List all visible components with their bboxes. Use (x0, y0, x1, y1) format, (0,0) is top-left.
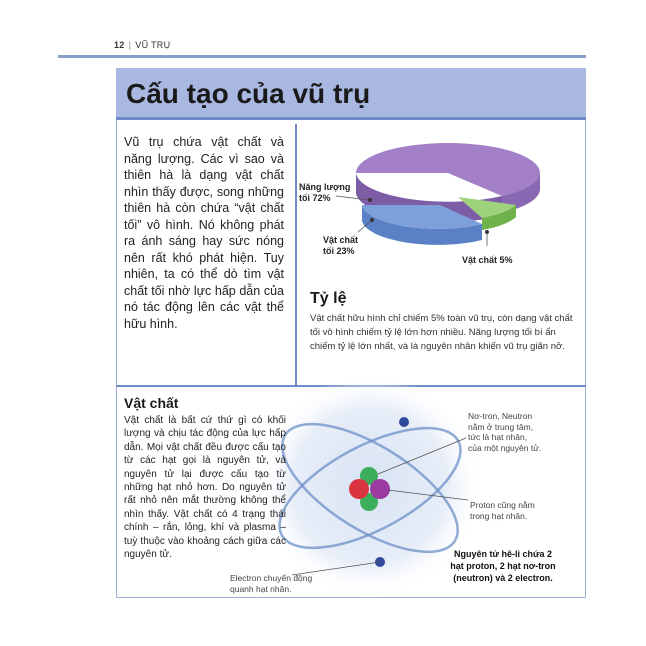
ratio-paragraph: Vật chất hữu hình chỉ chiếm 5% toàn vũ trụ, còn dạng vật chất tối vô hình chiếm tỷ lệ lớn hơn nhiều. Năng lượng tối bí ẩn chiếm tỷ lệ lớn nhất, và là nguyên nhân khiến vũ trụ giãn nở. (310, 313, 573, 352)
page-header: 12 | VŨ TRỤ (114, 40, 171, 50)
helium-annotation: Nguyên tử hê-li chứa 2 hạt proton, 2 hạt nơ-tron (neutron) và 2 electron. (450, 549, 556, 583)
pie-label-visible-matter: Vật chất 5% (462, 255, 513, 265)
page-title: Cấu tạo của vũ trụ (126, 78, 371, 109)
section-name: VŨ TRỤ (135, 40, 171, 50)
pie-slice-dark-energy (356, 143, 540, 196)
intro-paragraph: Vũ trụ chứa vật chất và năng lượng. Các vì sao và thiên hà là dạng vật chất nhìn thấy được, song những thiên hà còn chứa “vật chất tối” vô hình. Nó không phát ra ánh sáng hay sức nóng nên rất khó phát hiện. Tuy nhiên, ta có thể dò tìm vật chất tối nhờ lực hấp dẫn của nó tác động lên các vật thể hữu hình. (124, 135, 284, 331)
proton-left (349, 479, 369, 499)
leader-dot-dark-energy (368, 198, 372, 202)
matter-heading: Vật chất (124, 395, 179, 411)
pie-label-dark-matter: Vật chất tối 23% (323, 235, 359, 256)
matter-paragraph: Vật chất là bất cứ thứ gì có khối lượng và chịu tác động của lực hấp dẫn. Mọi vật chất đều được cấu tạo từ các hạt gọi là nguyên tử, và nguyên tử lại được cấu tạo từ những hạt nhỏ hơn. Do nguyên tử rất nhỏ nên mắt thường không thể nhìn thấy. Vật chất có 4 trạng thái chính – rắn, lỏng, khí và plasma – tuỳ thuộc vào khoảng cách giữa các nguyên tử. (124, 415, 286, 561)
proton-annotation: Proton cũng nằm trong hạt nhân. (470, 500, 535, 521)
leader-dot-visible-matter (485, 230, 489, 234)
electron-top (399, 417, 409, 427)
ratio-heading: Tỷ lệ (310, 290, 347, 307)
pie-label-dark-energy: Năng lượng tối 72% (299, 182, 351, 203)
proton-right (370, 479, 390, 499)
electron-annotation: Electron chuyển động quanh hạt nhân. (230, 573, 313, 594)
neutron-annotation: Nơ-tron, Neutron nằm ở trung tâm, tức là hạt nhân, của một nguyên tử. (468, 411, 542, 453)
page-number: 12 (114, 40, 125, 50)
leader-dot-dark-matter (370, 218, 374, 222)
